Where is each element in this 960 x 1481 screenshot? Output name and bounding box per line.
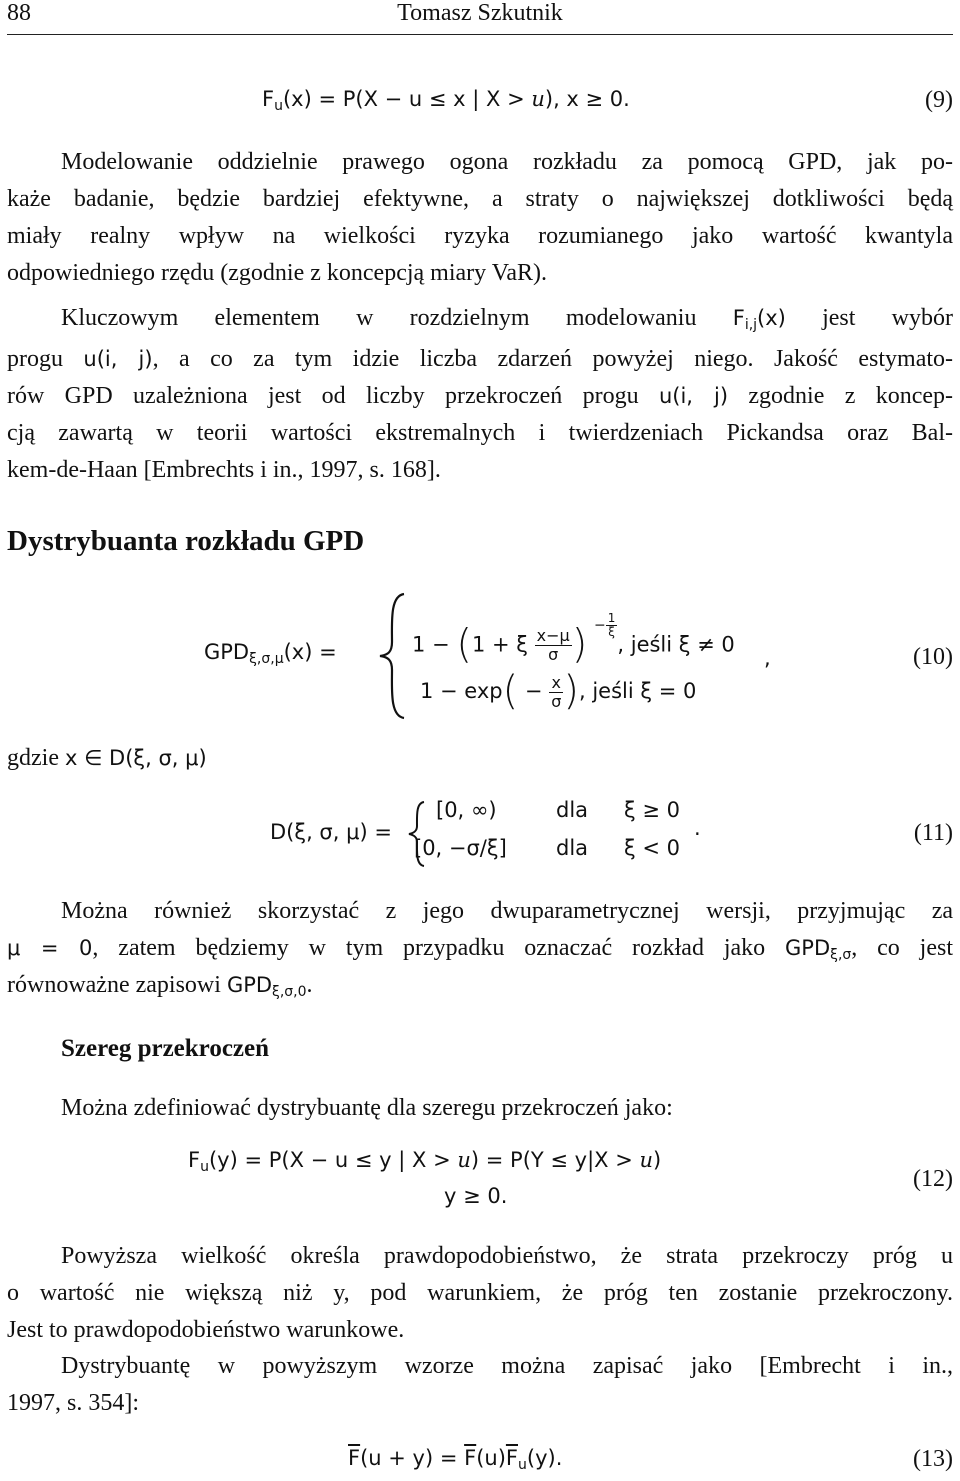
text-line: Kluczowym elementem w rozdzielnym modelowaniu $F_{i,j}(x)$ jest wybór xyxy=(61,305,954,333)
paragraph-gpd-modelling xyxy=(7,144,953,292)
text-line: Dystrybuantę w powyższym wzorze można zapisać jako [Embrecht i in., xyxy=(61,1353,953,1379)
equation-10-lhs: $GPD_{\xi,\sigma,\mu}(x)$ = xyxy=(204,640,337,667)
document-page: 88 Tomasz Szkutnik $F_u(x) = P(X - u \le x$ | X > u), x ≥ 0. (9) Modelowanie oddzielnie prawego ogona rozkładu za pomocą GPD, jak po- każe badanie, będzie bardziej efektywne, a straty o największej dotkliwości będą miały realny wpływ na wielkości ryzyka rozumianego jako wartość kwantyla odpowiedniego rzędu (zgodnie z koncepcją miary VaR). Kluczowym elementem w rozdzielnym modelowaniu $F_{i,j}(x)$ jest wybór progu u(i, j), a co za tym idzie liczba zdarzeń powyżej niego. Jakość estymato- rów GPD uzależniona jest od liczby przekroczeń progu u(i, j) zgodnie z koncep- cją zawartą w teorii wartości ekstremalnych i twierdzeniach Pickandsa oraz Bal- kem-de-Haan [Embrechts i in., 1997, s. 168]. Dystrybuanta rozkładu GPD $GPD_{\xi,\sigma,\mu}(x)$ = 1 − (1 + ξ $\frac{x-\mu}{\sigma}$ ) − $\frac{1}{\xi}$ , jeśli ξ ≠ 0 1 − exp( − $\frac{x}{\sigma}$ ), jeśli ξ = 0 , (10) gdzie x ∈ D(ξ, σ, μ) D(ξ, σ, μ) = [0, ∞) dla ξ ≥ 0 [0, −σ/ξ] dla ξ < 0 . (11) Można również skorzystać z jego dwuparametrycznej wersji, przyjmując za μ = 0, zatem będziemy w tym przypadku oznaczać rozkład jako $GPD_{\xi,\sigma}$, co jest równoważne zapisowi $GPD_{\xi,\sigma,0}$. Szereg przekroczeń Można zdefiniować dystrybuantę dla szeregu przekroczeń jako: $F_u(y) = P(X - u \le y$ | X > u) = P(Y ≤ y|X > u) y ≥ 0. (12) Powyższa wielkość określa prawdopodobieństwo, że strata przekroczy próg u o wartość nie większą niż y, pod warunkiem, że próg ten zostanie przekroczony. Jest to prawdopodobieństwo warunkowe. Dystrybuantę w powyższym wzorze można zapisać jako [Embrecht i in., 1997, s. 354]: $\overline{F}(u + y) = \overline{F}(u)\overline{F}_u(y)$. (13) xyxy=(7,0,954,1473)
text-line: Można również skorzystać z jego dwuparametrycznej wersji, przyjmując za xyxy=(61,898,953,924)
left-brace xyxy=(378,592,408,720)
text-line: progu u(i, j), a co za tym idzie liczba zdarzeń powyżej niego. Jakość estymato- xyxy=(7,346,954,372)
running-header xyxy=(7,0,953,35)
paragraph-threshold xyxy=(7,300,953,489)
section-heading-exceedances: Szereg przekroczeń xyxy=(61,1035,270,1062)
text-line: o wartość nie większą niż y, pod warunkiem, że próg ten zostanie przekroczony. xyxy=(7,1280,953,1306)
text-line: każe badanie, będzie bardziej efektywne, a straty o największej dotkliwości będą xyxy=(7,186,953,212)
text-line: Modelowanie oddzielnie prawego ogona rozkładu za pomocą GPD, jak po- xyxy=(61,149,953,175)
text-line: odpowiedniego rzędu (zgodnie z koncepcją miary VaR). xyxy=(7,260,548,286)
paragraph-rewrite xyxy=(7,1348,953,1422)
text-line: 1997, s. 354]: xyxy=(7,1390,139,1416)
paragraph-define-cdf: Można zdefiniować dystrybuantę dla szeregu przekroczeń jako: xyxy=(61,1095,673,1121)
text-line: Powyższa wielkość określa prawdopodobieństwo, że strata przekroczy próg u xyxy=(61,1243,953,1269)
section-heading-gpd: Dystrybuanta rozkładu GPD xyxy=(7,525,365,557)
author-name: Tomasz Szkutnik xyxy=(397,0,563,26)
equation-13: $\overline{F}(u + y) = \overline{F}(u)\overline{F}_u(y)$. xyxy=(348,1446,563,1473)
equation-11-row-2: [0, −σ/ξ] xyxy=(414,836,507,860)
paragraph-two-parameter xyxy=(7,893,953,1004)
text-line: miały realny wpływ na wielkości ryzyka rozumianego jako wartość kwantyla xyxy=(7,223,953,249)
equation-number-12: (12) xyxy=(913,1166,953,1192)
where-clause: gdzie x ∈ D(ξ, σ, μ) xyxy=(7,745,207,771)
paragraph-interpretation xyxy=(7,1238,953,1349)
equation-10-comma: , xyxy=(764,646,771,670)
equation-10-case-2: 1 − exp( − $\frac{x}{\sigma}$ ), jeśli ξ = 0 xyxy=(420,668,697,714)
equation-number-13: (13) xyxy=(913,1446,953,1472)
equation-11-lhs: D(ξ, σ, μ) = xyxy=(270,820,392,844)
equation-12-line-2: y ≥ 0. xyxy=(444,1184,508,1208)
equation-10-case-1: 1 − (1 + ξ $\frac{x-\mu}{\sigma}$ ) − $\frac{1}{\xi}$ , jeśli ξ ≠ 0 xyxy=(412,611,735,668)
equation-12-line-1: $F_u(y) = P(X - u \le y$ | X > u) = P(Y ≤ y|X > u) xyxy=(188,1148,662,1175)
text-line: kem-de-Haan [Embrechts i in., 1997, s. 168]. xyxy=(7,457,441,483)
text-line: Jest to prawdopodobieństwo warunkowe. xyxy=(7,1317,405,1343)
text-line: rów GPD uzależniona jest od liczby przekroczeń progu u(i, j) zgodnie z koncep- xyxy=(7,383,954,409)
equation-number-10: (10) xyxy=(913,644,953,670)
equation-number-9: (9) xyxy=(925,87,953,113)
equation-9: $F_u(x) = P(X - u \le x$ | X > u), x ≥ 0. xyxy=(262,87,630,114)
equation-number-11: (11) xyxy=(913,820,953,846)
equation-11-row-1: [0, ∞) xyxy=(436,798,497,822)
text-line: równoważne zapisowi $GPD_{\xi,\sigma,0}$. xyxy=(7,972,313,1000)
page-number: 88 xyxy=(7,0,31,26)
text-line: cją zawartą w teorii wartości ekstremalnych i twierdzeniach Pickandsa oraz Bal- xyxy=(7,420,953,446)
text-line: μ = 0, zatem będziemy w tym przypadku oznaczać rozkład jako $GPD_{\xi,\sigma}$, co jest xyxy=(7,935,954,963)
